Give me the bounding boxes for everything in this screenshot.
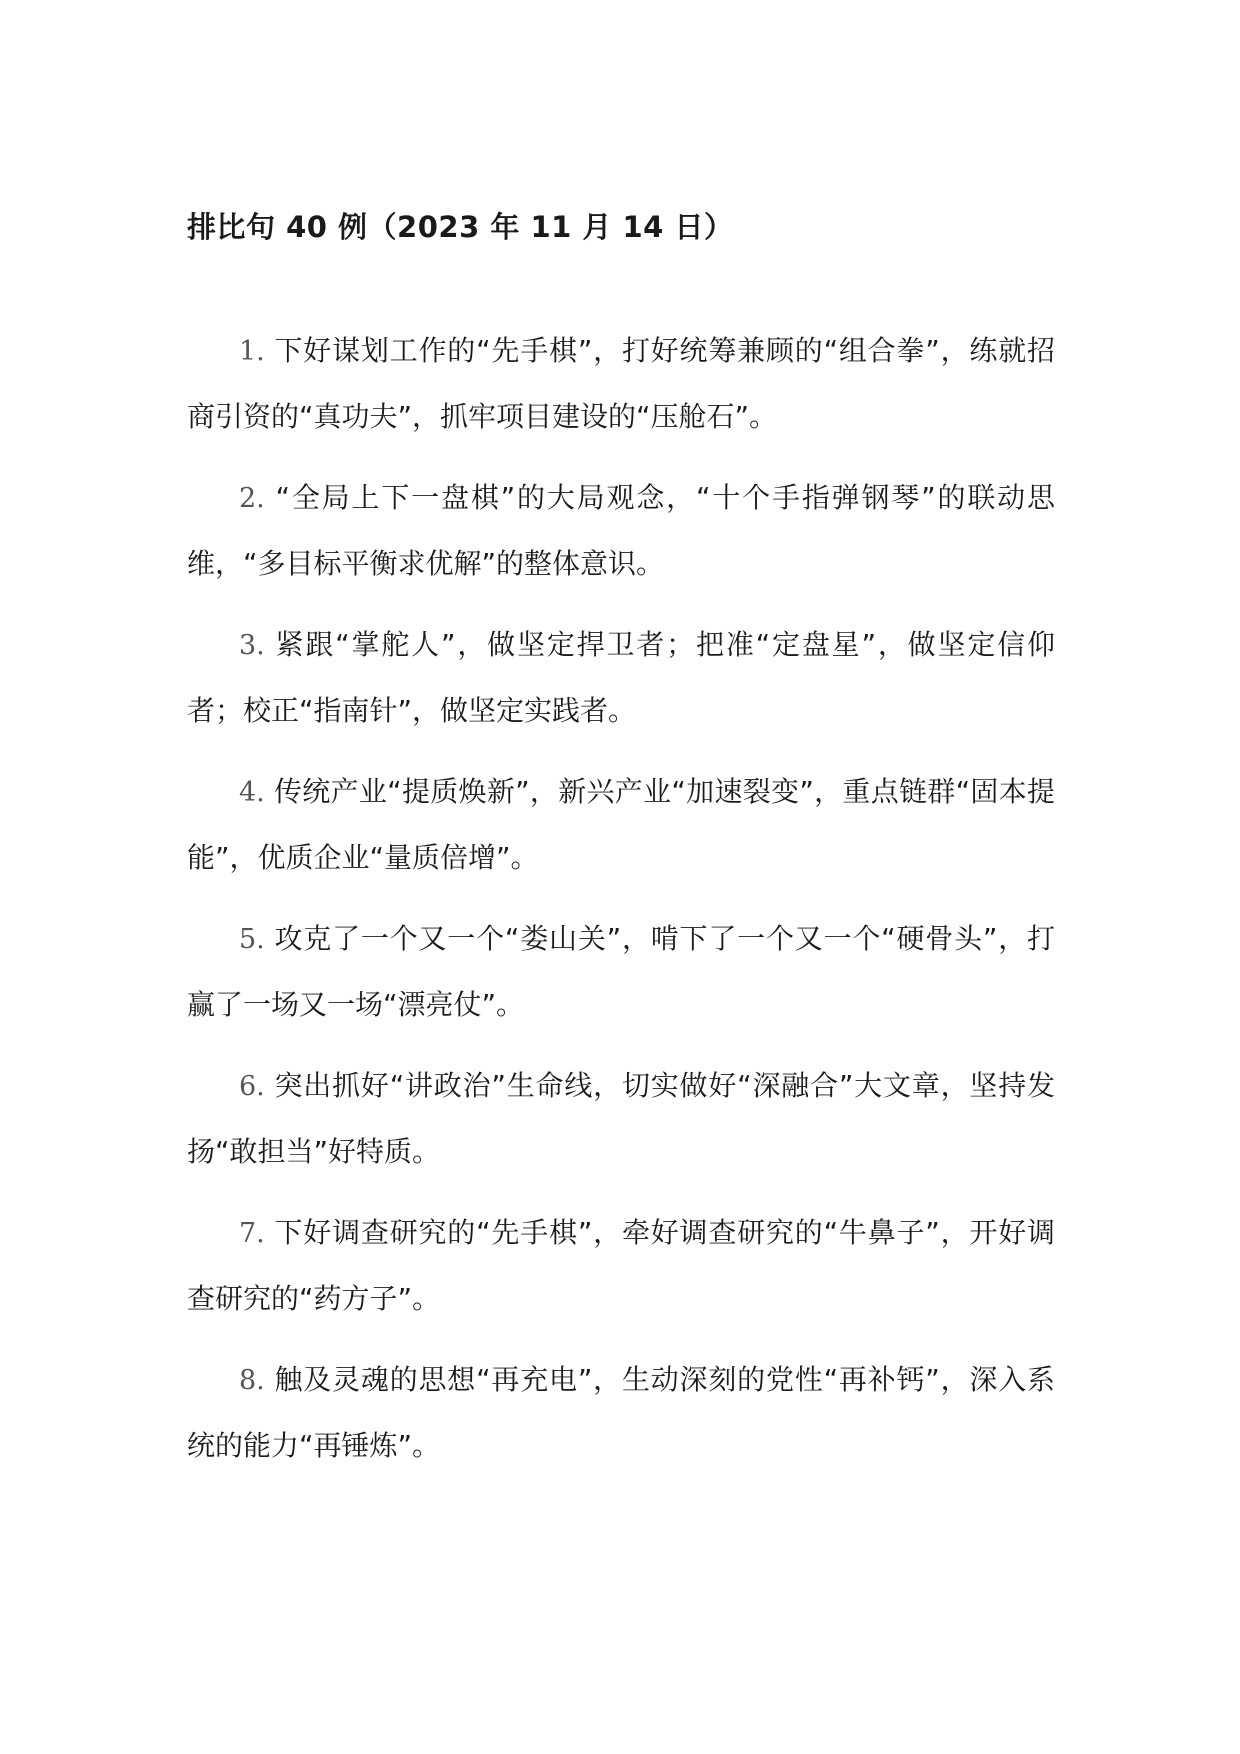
list-item [187, 1053, 1055, 1184]
item-text: 下好谋划工作的“先手棋”，打好统筹兼顾的“组合拳”，练就招商引资的“真功夫”，抓牢项目建设的“压舱石”。 [187, 334, 1056, 433]
list-item [187, 759, 1055, 890]
item-number: 6. [239, 1071, 265, 1102]
sentence-list [187, 318, 1055, 1494]
item-text: 下好调查研究的“先手棋”，牵好调查研究的“牛鼻子”，开好调查研究的“药方子”。 [187, 1216, 1056, 1315]
item-text: 触及灵魂的思想“再充电”，生动深刻的党性“再补钙”，深入系统的能力“再锤炼”。 [187, 1363, 1056, 1462]
item-number: 5. [239, 924, 265, 955]
list-item [187, 318, 1055, 449]
item-text: 突出抓好“讲政治”生命线，切实做好“深融合”大文章，坚持发扬“敢担当”好特质。 [187, 1069, 1056, 1168]
list-item [187, 465, 1055, 596]
item-number: 2. [239, 483, 265, 514]
item-text: 传统产业“提质焕新”，新兴产业“加速裂变”，重点链群“固本提能”，优质企业“量质倍增”。 [187, 775, 1055, 874]
document-title: 排比句 40 例（2023 年 11 月 14 日） [187, 210, 734, 244]
item-number: 7. [239, 1218, 265, 1249]
item-number: 4. [239, 777, 265, 808]
list-item [187, 612, 1055, 743]
list-item [187, 1200, 1055, 1331]
list-item [187, 906, 1055, 1037]
item-text: 紧跟“掌舵人”，做坚定捍卫者；把准“定盘星”，做坚定信仰者；校正“指南针”，做坚定实践者。 [187, 628, 1055, 727]
list-item [187, 1347, 1055, 1478]
item-text: “全局上下一盘棋”的大局观念，“十个手指弹钢琴”的联动思维，“多目标平衡求优解”的整体意识。 [187, 481, 1055, 580]
item-number: 1. [239, 336, 265, 367]
item-number: 3. [239, 630, 265, 661]
item-number: 8. [239, 1365, 265, 1396]
item-text: 攻克了一个又一个“娄山关”，啃下了一个又一个“硬骨头”，打赢了一场又一场“漂亮仗”。 [187, 922, 1056, 1021]
